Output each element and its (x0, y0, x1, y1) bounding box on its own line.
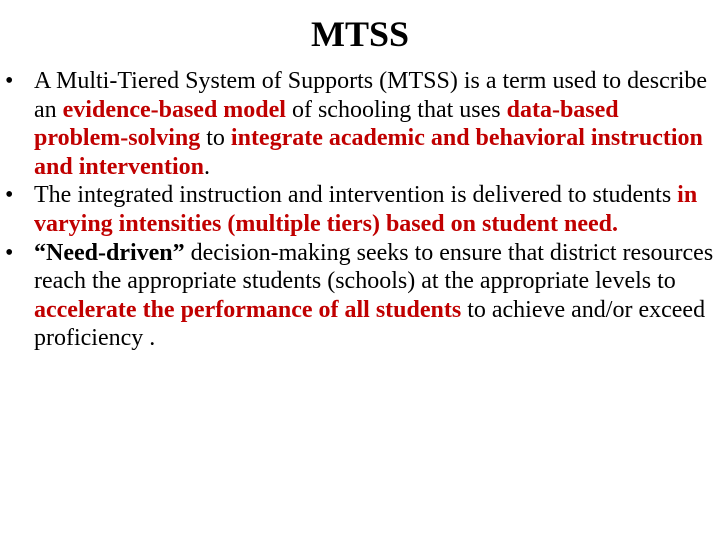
bullet-dot-icon: • (5, 239, 14, 266)
emphasis-text: evidence-based model (62, 96, 286, 123)
bullet-text: . (204, 153, 211, 180)
emphasis-text: data-based problem-solving (34, 96, 619, 152)
bullet-text: A Multi-Tiered System of Supports (MTSS) is a term used to describe an (34, 68, 708, 123)
bullet-text: of schooling that uses (285, 96, 507, 123)
emphasis-text: accelerate the performance of all students (34, 296, 462, 323)
bullet-list (0, 67, 720, 353)
emphasis-text: integrate academic and behavioral instruction and intervention (34, 125, 703, 180)
bullet-text: to achieve and/or exceed proficiency . (34, 296, 706, 352)
bullet-item-mtss-definition (0, 67, 720, 181)
bullet-item-need-driven (0, 239, 720, 353)
bullet-dot-icon: • (5, 68, 14, 94)
slide-title: MTSS (310, 14, 410, 54)
bullet-item-integrated-instruction (0, 181, 720, 238)
bullet-text: to (200, 125, 231, 152)
bullet-dot-icon: • (5, 182, 14, 209)
bullet-text: decision-making seeks to ensure that district resources reach the appropriate students (schools) at the appropriate levels to (34, 239, 714, 295)
bold-text: “Need-driven” (34, 239, 185, 266)
emphasis-text: in varying intensities (multiple tiers) based on student need. (34, 182, 698, 237)
bullet-text: The integrated instruction and intervention is delivered to students (34, 182, 678, 209)
